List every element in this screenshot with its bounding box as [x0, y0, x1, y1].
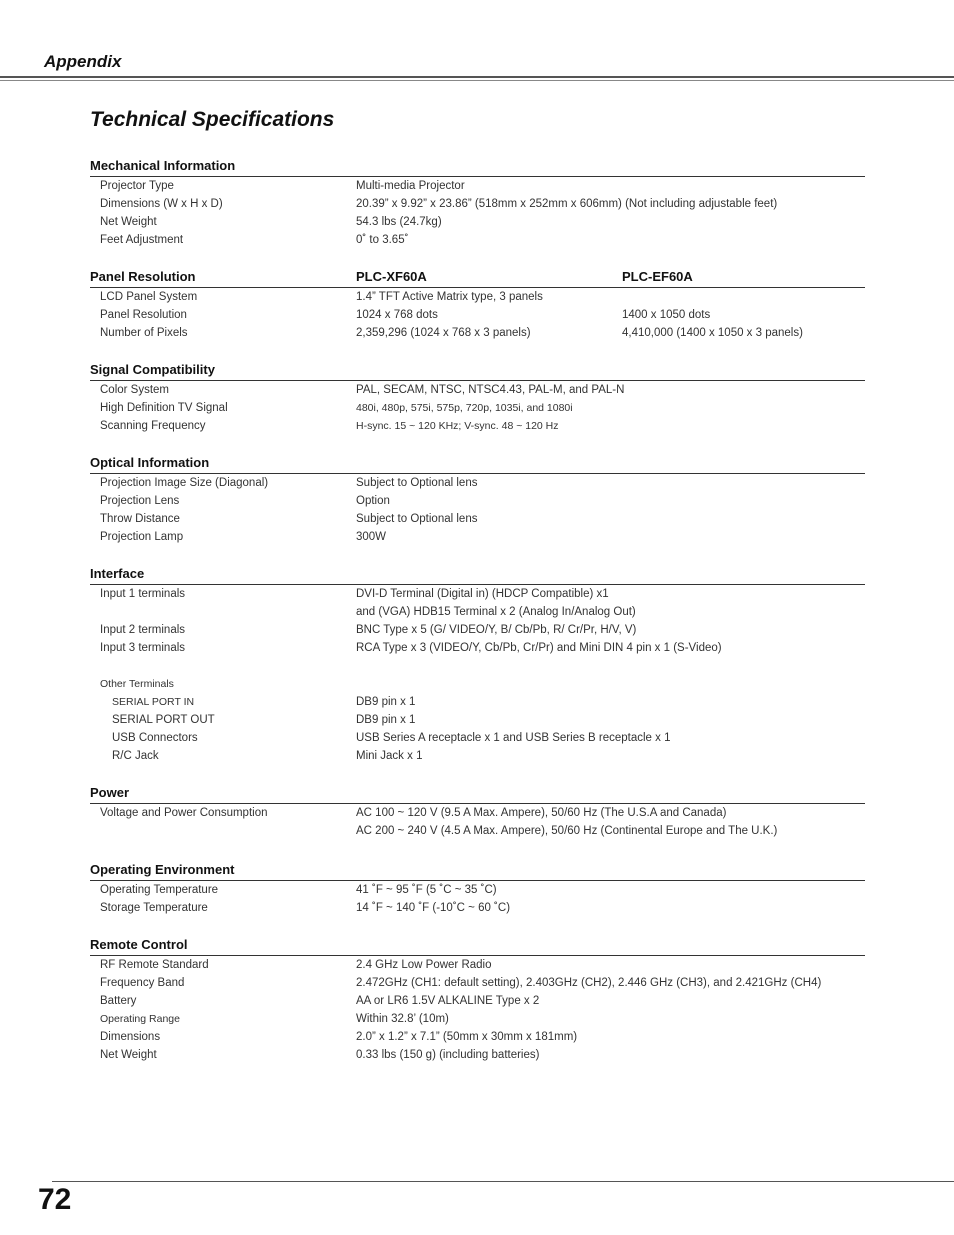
section-heading: Power [90, 783, 865, 804]
spec-row: R/C Jack Mini Jack x 1 [112, 750, 423, 762]
spec-row: Throw Distance Subject to Optional lens [100, 513, 478, 525]
section-mechanical [90, 156, 865, 250]
spec-row: Battery AA or LR6 1.5V ALKALINE Type x 2 [100, 995, 540, 1007]
spec-row: Net Weight 0.33 lbs (150 g) (including batteries) [100, 1049, 540, 1061]
spec-row: and (VGA) HDB15 Terminal x 2 (Analog In/Analog Out) [356, 606, 636, 618]
spec-row: Projection Lamp 300W [100, 531, 387, 543]
section-heading: Remote Control [90, 935, 865, 956]
section-remote-control [90, 935, 865, 1065]
section-power [90, 783, 865, 841]
spec-row: Projection Image Size (Diagonal) Subject to Optional lens [100, 477, 478, 489]
spec-row: High Definition TV Signal 480i, 480p, 575i, 575p, 720p, 1035i, and 1080i [100, 402, 573, 414]
spec-row: SERIAL PORT OUT DB9 pin x 1 [112, 714, 416, 726]
spec-row-empty [90, 658, 865, 676]
header-rule [0, 76, 954, 78]
spec-row: SERIAL PORT IN DB9 pin x 1 [112, 696, 416, 708]
section-signal-compatibility [90, 360, 865, 436]
section-heading: Signal Compatibility [90, 360, 865, 381]
model-ef60a-heading: PLC-EF60A [622, 269, 693, 284]
spec-row: Color System PAL, SECAM, NTSC, NTSC4.43, PAL-M, and PAL-N [100, 384, 625, 396]
section-interface [90, 564, 865, 766]
spec-row: Operating Temperature 41 ˚F ~ 95 ˚F (5 ˚C ~ 35 ˚C) [100, 884, 497, 896]
spec-row: Projector Type Multi-media Projector [100, 180, 465, 192]
page-number: 72 [38, 1183, 72, 1216]
spec-row: LCD Panel System 1.4” TFT Active Matrix type, 3 panels [100, 291, 543, 303]
spec-row: Projection Lens Option [100, 495, 390, 507]
spec-row: Net Weight 54.3 lbs (24.7kg) [100, 216, 442, 228]
spec-content [90, 156, 865, 1065]
spec-row: Operating Range Within 32.8’ (10m) [100, 1013, 449, 1025]
spec-row: Panel Resolution 1024 x 768 dots 1400 x 1050 dots [100, 309, 711, 321]
section-heading: Optical Information [90, 453, 865, 474]
spec-row: Voltage and Power Consumption AC 100 ~ 120 V (9.5 A Max. Ampere), 50/60 Hz (The U.S.A and Canada) [100, 807, 727, 819]
header-rule-thin [0, 80, 954, 81]
model-xf60a-heading: PLC-XF60A [356, 269, 427, 284]
spec-row: Frequency Band 2.472GHz (CH1: default setting), 2.403GHz (CH2), 2.446 GHz (CH3), and 2.421GHz (CH4) [100, 977, 822, 989]
footer-rule [52, 1181, 954, 1182]
spec-row: USB Connectors USB Series A receptacle x 1 and USB Series B receptacle x 1 [112, 732, 671, 744]
spec-row: Number of Pixels 2,359,296 (1024 x 768 x 3 panels) 4,410,000 (1400 x 1050 x 3 panels) [100, 327, 803, 339]
spec-row: Dimensions (W x H x D) 20.39” x 9.92” x 23.86” (518mm x 252mm x 606mm) (Not including adjustable feet) [100, 198, 778, 210]
page-title: Technical Specifications [90, 108, 335, 131]
spec-row: Feet Adjustment 0˚ to 3.65˚ [100, 234, 409, 246]
section-label: Appendix [44, 52, 122, 71]
section-heading: Operating Environment [90, 860, 865, 881]
spec-row: AC 200 ~ 240 V (4.5 A Max. Ampere), 50/60 Hz (Continental Europe and The U.K.) [356, 825, 778, 837]
section-heading: Panel Resolution PLC-XF60A PLC-EF60A [90, 267, 865, 288]
section-operating-environment [90, 860, 865, 918]
section-optical [90, 453, 865, 547]
spec-row: Other Terminals [100, 678, 174, 690]
spec-row: Storage Temperature 14 ˚F ~ 140 ˚F (-10˚C ~ 60 ˚C) [100, 902, 511, 914]
section-panel-resolution [90, 267, 865, 343]
section-heading: Interface [90, 564, 865, 585]
spec-row: Input 2 terminals BNC Type x 5 (G/ VIDEO/Y, B/ Cb/Pb, R/ Cr/Pr, H/V, V) [100, 624, 637, 636]
spec-row: RF Remote Standard 2.4 GHz Low Power Radio [100, 959, 492, 971]
spec-row: Dimensions 2.0” x 1.2” x 7.1” (50mm x 30mm x 181mm) [100, 1031, 578, 1043]
section-heading: Mechanical Information [90, 156, 865, 177]
spec-row: Scanning Frequency H-sync. 15 ~ 120 KHz; V-sync. 48 ~ 120 Hz [100, 420, 559, 432]
spec-row: Input 3 terminals RCA Type x 3 (VIDEO/Y, Cb/Pb, Cr/Pr) and Mini DIN 4 pin x 1 (S-Video) [100, 642, 722, 654]
spec-row: Input 1 terminals DVI-D Terminal (Digital in) (HDCP Compatible) x1 [100, 588, 609, 600]
